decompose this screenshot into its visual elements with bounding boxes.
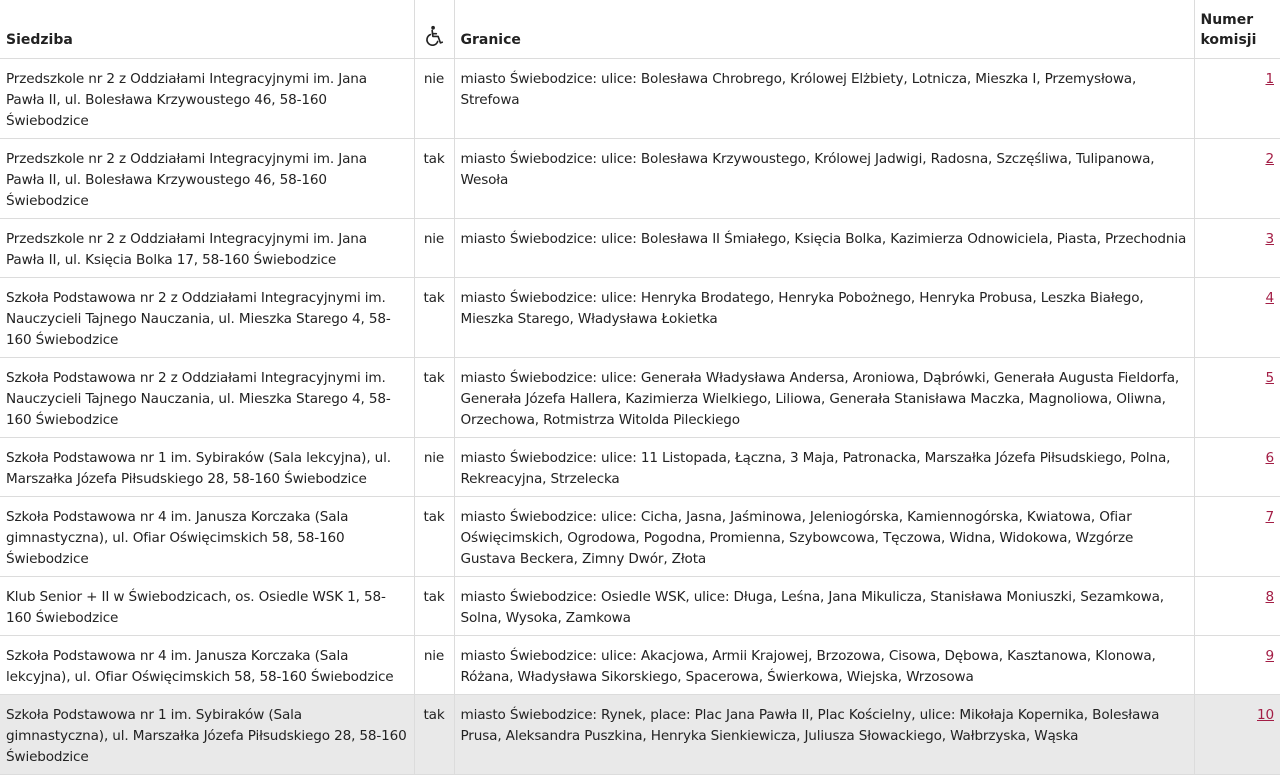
cell-granice: miasto Świebodzice: Rynek, place: Plac Jana Pawła II, Plac Kościelny, ulice: Mikołaja Kopernika, Bolesława Prusa, Aleksandra Puszkina, Henryka Sienkiewicza, Juliusza Słowackiego, Wałbrzyska, Wąska xyxy=(454,695,1194,775)
cell-numer xyxy=(1194,636,1280,695)
commission-number-link[interactable]: 6 xyxy=(1265,450,1274,466)
cell-accessibility: tak xyxy=(414,577,454,636)
cell-granice: miasto Świebodzice: ulice: Bolesława Krzywoustego, Królowej Jadwigi, Radosna, Szczęśliwa, Tulipanowa, Wesoła xyxy=(454,139,1194,219)
cell-granice: miasto Świebodzice: ulice: Bolesława Chrobrego, Królowej Elżbiety, Lotnicza, Mieszka I, Przemysłowa, Strefowa xyxy=(454,59,1194,139)
commission-number-link[interactable]: 5 xyxy=(1265,370,1274,386)
cell-siedziba: Przedszkole nr 2 z Oddziałami Integracyjnymi im. Jana Pawła II, ul. Bolesława Krzywoustego 46, 58-160 Świebodzice xyxy=(0,139,414,219)
table-row xyxy=(0,695,1280,775)
cell-granice: miasto Świebodzice: ulice: Bolesława II Śmiałego, Księcia Bolka, Kazimierza Odnowiciela, Piasta, Przechodnia xyxy=(454,219,1194,278)
header-siedziba: Siedziba xyxy=(0,0,414,59)
commission-number-link[interactable]: 10 xyxy=(1257,707,1274,723)
cell-granice: miasto Świebodzice: ulice: Henryka Brodatego, Henryka Pobożnego, Henryka Probusa, Leszka Białego, Mieszka Starego, Władysława Łokietka xyxy=(454,278,1194,358)
table-row xyxy=(0,59,1280,139)
table-row xyxy=(0,219,1280,278)
cell-numer xyxy=(1194,438,1280,497)
cell-siedziba: Szkoła Podstawowa nr 1 im. Sybiraków (Sala gimnastyczna), ul. Marszałka Józefa Piłsudskiego 28, 58-160 Świebodzice xyxy=(0,695,414,775)
table-row xyxy=(0,577,1280,636)
cell-numer xyxy=(1194,358,1280,438)
cell-accessibility: tak xyxy=(414,695,454,775)
table-row xyxy=(0,139,1280,219)
table-row xyxy=(0,438,1280,497)
header-numer-komisji: Numer komisji xyxy=(1194,0,1280,59)
cell-siedziba: Przedszkole nr 2 z Oddziałami Integracyjnymi im. Jana Pawła II, ul. Księcia Bolka 17, 58-160 Świebodzice xyxy=(0,219,414,278)
commission-number-link[interactable]: 2 xyxy=(1265,151,1274,167)
cell-numer xyxy=(1194,278,1280,358)
cell-granice: miasto Świebodzice: Osiedle WSK, ulice: Długa, Leśna, Jana Mikulicza, Stanisława Moniuszki, Sezamkowa, Solna, Wysoka, Zamkowa xyxy=(454,577,1194,636)
table-row xyxy=(0,636,1280,695)
cell-siedziba: Szkoła Podstawowa nr 4 im. Janusza Korczaka (Sala lekcyjna), ul. Ofiar Oświęcimskich 58, 58-160 Świebodzice xyxy=(0,636,414,695)
commission-number-link[interactable]: 8 xyxy=(1265,589,1274,605)
cell-siedziba: Szkoła Podstawowa nr 4 im. Janusza Korczaka (Sala gimnastyczna), ul. Ofiar Oświęcimskich 58, 58-160 Świebodzice xyxy=(0,497,414,577)
header-accessibility xyxy=(414,0,454,59)
cell-numer xyxy=(1194,497,1280,577)
cell-accessibility: nie xyxy=(414,219,454,278)
cell-numer xyxy=(1194,219,1280,278)
table-header-row xyxy=(0,0,1280,59)
cell-granice: miasto Świebodzice: ulice: 11 Listopada, Łączna, 3 Maja, Patronacka, Marszałka Józefa Piłsudskiego, Polna, Rekreacyjna, Strzelecka xyxy=(454,438,1194,497)
cell-numer xyxy=(1194,577,1280,636)
header-granice: Granice xyxy=(454,0,1194,59)
commission-number-link[interactable]: 4 xyxy=(1265,290,1274,306)
commission-number-link[interactable]: 9 xyxy=(1265,648,1274,664)
cell-numer xyxy=(1194,59,1280,139)
cell-granice: miasto Świebodzice: ulice: Generała Władysława Andersa, Aroniowa, Dąbrówki, Generała Augusta Fieldorfa, Generała Józefa Hallera, Kazimierza Wielkiego, Liliowa, Generała Stanisława Maczka, Magnoliowa, Oliwna, Orzechowa, Rotmistrza Witolda Pileckiego xyxy=(454,358,1194,438)
cell-siedziba: Klub Senior + II w Świebodzicach, os. Osiedle WSK 1, 58-160 Świebodzice xyxy=(0,577,414,636)
cell-accessibility: nie xyxy=(414,636,454,695)
cell-accessibility: nie xyxy=(414,59,454,139)
cell-accessibility: nie xyxy=(414,438,454,497)
cell-accessibility: tak xyxy=(414,358,454,438)
table-row xyxy=(0,358,1280,438)
cell-accessibility: tak xyxy=(414,497,454,577)
table-row xyxy=(0,497,1280,577)
cell-numer xyxy=(1194,139,1280,219)
commission-number-link[interactable]: 1 xyxy=(1265,71,1274,87)
cell-numer xyxy=(1194,695,1280,775)
wheelchair-icon xyxy=(423,24,445,48)
cell-siedziba: Szkoła Podstawowa nr 1 im. Sybiraków (Sala lekcyjna), ul. Marszałka Józefa Piłsudskiego 28, 58-160 Świebodzice xyxy=(0,438,414,497)
cell-granice: miasto Świebodzice: ulice: Cicha, Jasna, Jaśminowa, Jeleniogórska, Kamiennogórska, Kwiatowa, Ofiar Oświęcimskich, Ogrodowa, Pogodna, Promienna, Szybowcowa, Tęczowa, Widna, Widokowa, Wzgórze Gustava Beckera, Zimny Dwór, Złota xyxy=(454,497,1194,577)
cell-granice: miasto Świebodzice: ulice: Akacjowa, Armii Krajowej, Brzozowa, Cisowa, Dębowa, Kasztanowa, Klonowa, Różana, Władysława Sikorskiego, Spacerowa, Świerkowa, Wiejska, Wrzosowa xyxy=(454,636,1194,695)
cell-siedziba: Szkoła Podstawowa nr 2 z Oddziałami Integracyjnymi im. Nauczycieli Tajnego Nauczania, ul. Mieszka Starego 4, 58-160 Świebodzice xyxy=(0,278,414,358)
cell-siedziba: Szkoła Podstawowa nr 2 z Oddziałami Integracyjnymi im. Nauczycieli Tajnego Nauczania, ul. Mieszka Starego 4, 58-160 Świebodzice xyxy=(0,358,414,438)
table-row xyxy=(0,278,1280,358)
commission-number-link[interactable]: 7 xyxy=(1265,509,1274,525)
cell-accessibility: tak xyxy=(414,278,454,358)
cell-siedziba: Przedszkole nr 2 z Oddziałami Integracyjnymi im. Jana Pawła II, ul. Bolesława Krzywoustego 46, 58-160 Świebodzice xyxy=(0,59,414,139)
cell-accessibility: tak xyxy=(414,139,454,219)
commission-number-link[interactable]: 3 xyxy=(1265,231,1274,247)
